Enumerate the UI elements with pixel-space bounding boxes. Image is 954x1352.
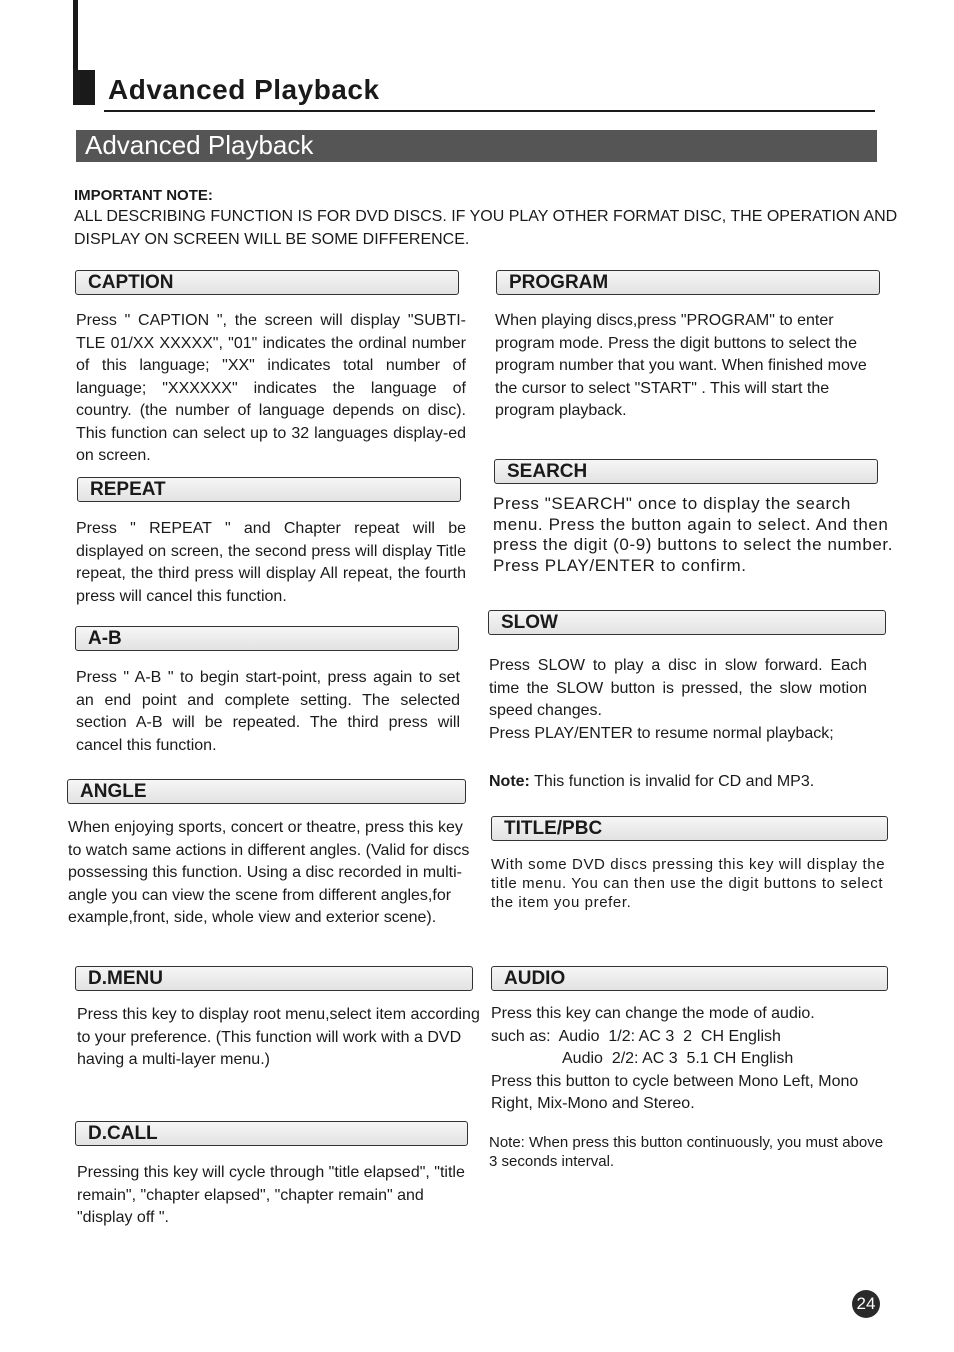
title-underline [104,110,875,112]
search-heading: SEARCH [494,459,878,484]
audio-line-2: such as: Audio 1/2: AC 3 2 CH English [491,1027,781,1045]
audio-text [491,1003,896,1116]
dcall-heading: D.CALL [75,1121,468,1146]
page-title: Advanced Playback [108,74,380,105]
dmenu-heading: D.MENU [75,966,473,991]
caption-text: Press " CAPTION ", the screen will display "SUBTI-TLE 01/XX XXXXX", "01" indicates the ordinal number of this language; "XX" indicates total number of language; "XXXXXX" indicates the language of country. (the number of language depends on disc). This function can select up to 32 languages display-ed on screen. [76,312,466,464]
program-heading: PROGRAM [496,270,880,295]
audio-line-3: Audio 2/2: AC 3 5.1 CH English [562,1050,794,1067]
audio-line-4: Press this button to cycle between Mono Left, Mono Right, Mix-Mono and Stereo. [491,1072,859,1112]
slow-text [489,655,867,745]
repeat-heading: REPEAT [77,477,461,502]
titlepbc-text: With some DVD discs pressing this key will display the title menu. You can then use the digit buttons to select the item you prefer. [491,856,886,911]
program-text: When playing discs,press "PROGRAM" to enter program mode. Press the digit buttons to select the program number that you want. When finished move the cursor to select "START" . This will start the program playback. [495,312,867,419]
dcall-text: Pressing this key will cycle through "title elapsed", "title remain", "chapter elapsed", "chapter remain" and "display off ". [77,1164,465,1226]
audio-heading: AUDIO [491,966,888,991]
slow-heading: SLOW [488,610,886,635]
page-number: 24 [852,1290,880,1318]
slow-note-text: This function is invalid for CD and MP3. [529,773,815,790]
ab-heading: A-B [75,626,459,651]
slow-text-resume: Press PLAY/ENTER to resume normal playback; [489,724,834,742]
caption-heading: CAPTION [75,270,459,295]
search-text: Press "SEARCH" once to display the search menu. Press the button again to select. And then press the digit (0-9) buttons to select the number. Press PLAY/ENTER to confirm. [493,494,894,575]
slow-text-description: Press SLOW to play a disc in slow forward. Each time the SLOW button is pressed, the slow motion speed changes. [489,657,867,719]
header-marker-block [73,70,95,105]
important-note-heading: IMPORTANT NOTE: [74,187,213,204]
slow-note-label: Note: [489,773,530,790]
audio-line-1: Press this key can change the mode of audio. [491,1005,815,1022]
titlepbc-heading: TITLE/PBC [491,816,888,841]
angle-heading: ANGLE [67,779,466,804]
ab-text: Press " A-B " to begin start-point, press again to set an end point and complete setting. The selected section A-B will be repeated. The third press will cancel this function. [76,669,460,754]
important-note-text: ALL DESCRIBING FUNCTION IS FOR DVD DISCS. IF YOU PLAY OTHER FORMAT DISC, THE OPERATION AND DISPLAY ON SCREEN WILL BE SOME DIFFERENCE. [74,208,898,248]
section-banner: Advanced Playback [76,130,877,162]
slow-note [489,771,889,794]
audio-note: Note: When press this button continuously, you must above 3 seconds interval. [489,1134,884,1170]
angle-text: When enjoying sports, concert or theatre, press this key to watch same actions in different angles. (Valid for discs possessing this function. Using a disc recorded in multi-angle you can view the scene from different angles,for example,front, side, whole view and exterior scene). [68,819,470,926]
dmenu-text: Press this key to display root menu,select item according to your preference. (This function will work with a DVD having a multi-layer menu.) [77,1006,480,1068]
repeat-text: Press " REPEAT " and Chapter repeat will be displayed on screen, the second press will display Title repeat, the third press will display All repeat, the fourth press will cancel this function. [76,520,466,605]
